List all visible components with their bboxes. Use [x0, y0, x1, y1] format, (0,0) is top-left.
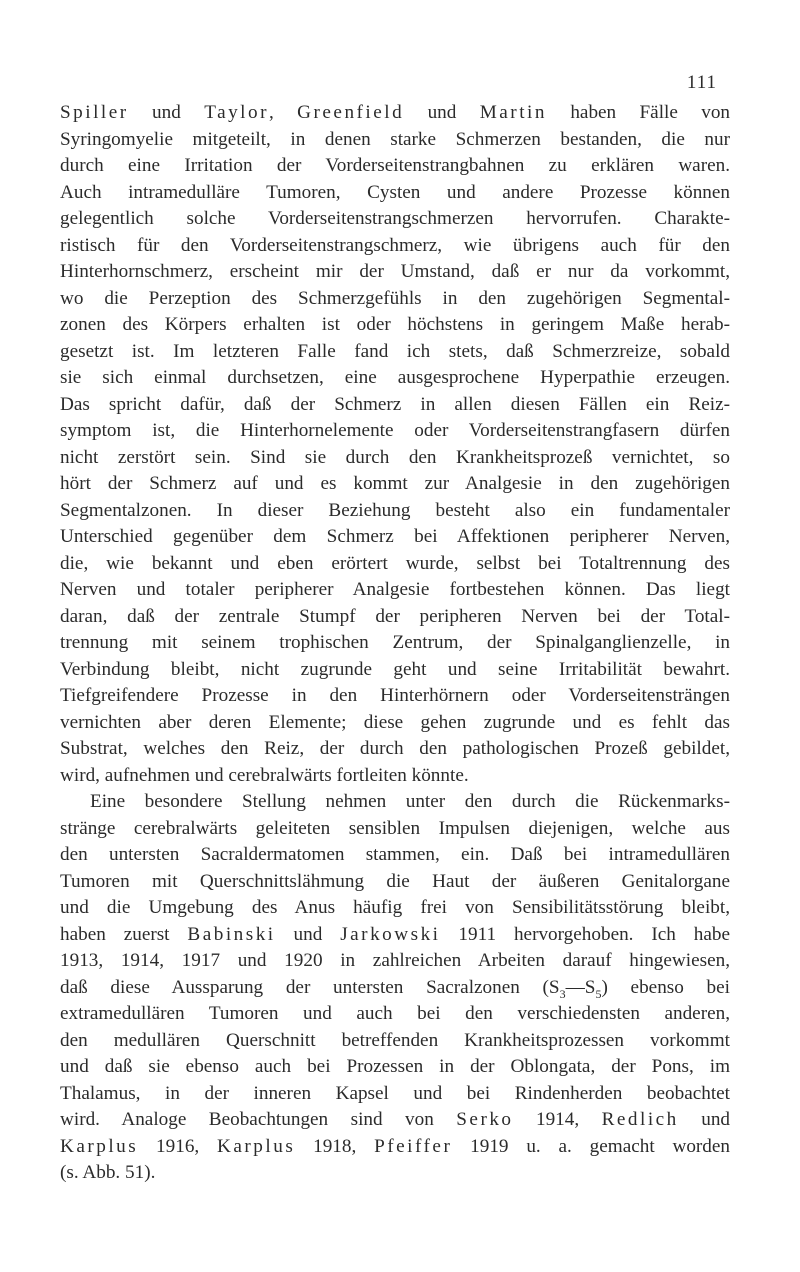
text-run: sie sich einmal durchsetzen, eine ausgesprochene Hyperpathie erzeugen.	[60, 367, 730, 388]
paragraph	[60, 100, 730, 789]
text-line	[60, 1160, 730, 1187]
text-line	[60, 604, 730, 631]
text-line	[60, 869, 730, 896]
text-run: (s. Abb. 51).	[60, 1162, 156, 1183]
text-run: wird, aufnehmen und cerebralwärts fortleiten könnte.	[60, 764, 469, 786]
author-name: Taylor	[204, 102, 269, 123]
text-line	[60, 418, 730, 445]
text-run: und daß sie ebenso auch bei Prozessen in der Oblongata, der Pons, im	[60, 1056, 730, 1077]
text-line	[60, 630, 730, 657]
text-line	[60, 1054, 730, 1081]
text-line	[60, 763, 730, 790]
text-line	[60, 445, 730, 472]
text-run: 1919 u. a. gemacht worden	[452, 1135, 731, 1157]
text-line	[60, 365, 730, 392]
text-run: ) ebenso bei	[601, 976, 730, 998]
subscript: 3	[559, 986, 566, 1001]
text-run: daß diese Aussparung der untersten Sacralzonen (S	[60, 976, 560, 998]
text-run: und	[404, 102, 480, 123]
text-run: den medullären Querschnitt betreffenden Krankheitsprozessen vorkommt	[60, 1029, 730, 1051]
text-line	[60, 127, 730, 154]
text-run: Substrat, welches den Reiz, der durch den pathologischen Prozeß gebildet,	[60, 738, 730, 759]
text-run: Hinterhornschmerz, erscheint mir der Umstand, daß er nur da vorkommt,	[60, 261, 730, 282]
text-line	[60, 1107, 730, 1134]
text-run: und	[275, 923, 341, 945]
author-name: Redlich	[601, 1109, 679, 1130]
text-run: durch eine Irritation der Vorderseitenstrangbahnen zu erklären waren.	[60, 155, 730, 176]
text-run: 1913, 1914, 1917 und 1920 in zahlreichen Arbeiten darauf hingewiesen,	[60, 950, 730, 971]
text-run: daran, daß der zentrale Stumpf der peripheren Nerven bei der Total-	[60, 605, 730, 627]
author-name: Pfeiffer	[374, 1135, 453, 1157]
author-name: Greenfield	[297, 102, 405, 123]
text-run: 1914,	[513, 1109, 602, 1130]
text-run: gelegentlich solche Vorderseitenstrangschmerzen hervorrufen. Charakte-	[60, 208, 730, 229]
text-run: ,	[269, 102, 298, 123]
text-run: ristisch für den Vorderseitenstrangschmerz, wie übrigens auch für den	[60, 234, 730, 256]
text-line	[60, 339, 730, 366]
text-line	[60, 789, 730, 816]
text-run: —S	[565, 976, 596, 998]
text-run: wird. Analoge Beobachtungen sind von	[60, 1109, 457, 1130]
text-run: Tumoren mit Querschnittslähmung die Haut der äußeren Genitalorgane	[60, 870, 730, 892]
text-run: und die Umgebung des Anus häufig frei von Sensibilitätsstörung bleibt,	[60, 897, 730, 918]
text-line	[60, 312, 730, 339]
text-run: gesetzt ist. Im letzteren Falle fand ich stets, daß Schmerzreize, sobald	[60, 340, 730, 362]
text-run: Segmentalzonen. In dieser Beziehung besteht also ein fundamentaler	[60, 499, 730, 521]
text-line	[60, 895, 730, 922]
text-run: Syringomyelie mitgeteilt, in denen starke Schmerzen bestanden, die nur	[60, 128, 730, 150]
text-run: nicht zerstört sein. Sind sie durch den Krankheitsprozeß vernichtet, so	[60, 446, 730, 468]
text-run: haben zuerst	[60, 923, 188, 945]
body-text	[60, 100, 730, 1187]
text-run: 1918,	[295, 1135, 375, 1157]
text-run: und	[678, 1109, 731, 1130]
author-name: Jarkowski	[340, 923, 441, 945]
author-name: Karplus	[217, 1135, 296, 1157]
text-line	[60, 233, 730, 260]
text-run: haben Fälle von	[546, 102, 731, 123]
text-run: zonen des Körpers erhalten ist oder höchstens in geringem Maße herab-	[60, 314, 730, 335]
text-run: den untersten Sacraldermatomen stammen, ein. Daß bei intramedullären	[60, 844, 730, 865]
text-line	[60, 392, 730, 419]
text-run: Unterschied gegenüber dem Schmerz bei Affektionen peripherer Nerven,	[60, 526, 730, 547]
text-line	[60, 736, 730, 763]
text-line	[60, 286, 730, 313]
text-run: Thalamus, in der inneren Kapsel und bei Rindenherden beobachtet	[60, 1082, 730, 1104]
text-line	[60, 577, 730, 604]
text-run: 1911 hervorgehoben. Ich habe	[440, 923, 730, 945]
paragraph	[60, 789, 730, 1187]
author-name: Spiller	[60, 102, 129, 123]
text-run: wo die Perzeption des Schmerzgefühls in den zugehörigen Segmental-	[60, 287, 730, 309]
text-line	[60, 975, 730, 1002]
text-run: Eine besondere Stellung nehmen unter den durch die Rückenmarks-	[90, 791, 730, 812]
text-line	[60, 816, 730, 843]
subscript: 5	[595, 986, 602, 1001]
text-run: hört der Schmerz auf und es kommt zur Analgesie in den zugehörigen	[60, 473, 730, 494]
text-line	[60, 710, 730, 737]
author-name: Babinski	[187, 923, 276, 945]
text-run: die, wie bekannt und eben erörtert wurde, selbst bei Totaltrennung des	[60, 552, 730, 574]
text-line	[60, 1028, 730, 1055]
text-line	[60, 100, 730, 127]
text-run: und	[128, 102, 205, 123]
text-line	[60, 1081, 730, 1108]
text-run: symptom ist, die Hinterhornelemente oder Vorderseitenstrangfasern dürfen	[60, 420, 730, 441]
text-run: extramedullären Tumoren und auch bei den verschiedensten anderen,	[60, 1003, 730, 1024]
text-line	[60, 180, 730, 207]
text-run: Nerven und totaler peripherer Analgesie fortbestehen können. Das liegt	[60, 579, 730, 600]
text-line	[60, 498, 730, 525]
author-name: Serko	[456, 1109, 514, 1130]
text-line	[60, 259, 730, 286]
text-line	[60, 1001, 730, 1028]
text-line	[60, 657, 730, 684]
text-run: Auch intramedulläre Tumoren, Cysten und andere Prozesse können	[60, 181, 730, 203]
text-line	[60, 206, 730, 233]
text-line	[60, 471, 730, 498]
page-number: 111	[686, 72, 717, 93]
text-run: Das spricht dafür, daß der Schmerz in allen diesen Fällen ein Reiz-	[60, 393, 730, 415]
text-run: trennung mit seinem trophischen Zentrum, der Spinalganglienzelle, in	[60, 632, 730, 653]
author-name: Martin	[479, 102, 547, 123]
text-line	[60, 683, 730, 710]
text-line	[60, 948, 730, 975]
text-line	[60, 524, 730, 551]
text-run: vernichten aber deren Elemente; diese gehen zugrunde und es fehlt das	[60, 711, 730, 733]
text-line	[60, 922, 730, 949]
text-run: stränge cerebralwärts geleiteten sensiblen Impulsen diejenigen, welche aus	[60, 817, 730, 839]
text-line	[60, 551, 730, 578]
text-line	[60, 842, 730, 869]
text-line	[60, 153, 730, 180]
text-line	[60, 1134, 730, 1161]
author-name: Karplus	[60, 1135, 139, 1157]
text-run: Tiefgreifendere Prozesse in den Hinterhörnern oder Vorderseitensträngen	[60, 685, 730, 706]
text-run: 1916,	[138, 1135, 218, 1157]
text-run: Verbindung bleibt, nicht zugrunde geht und seine Irritabilität bewahrt.	[60, 658, 730, 680]
